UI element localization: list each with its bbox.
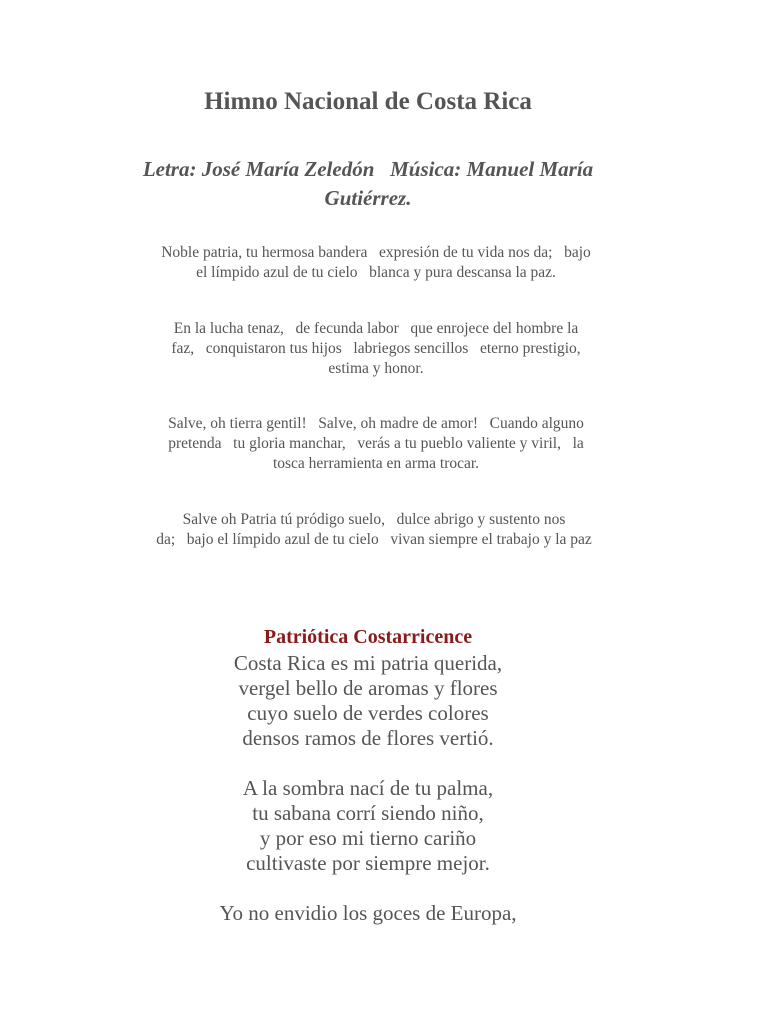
poem-stanza-2: [118, 776, 618, 876]
stanza-line: el límpido azul de tu cielo blanca y pura descansa la paz.: [196, 264, 556, 281]
hymn-stanza-1: [100, 243, 652, 283]
poem-line: A la sombra nací de tu palma,: [242, 776, 494, 800]
stanza-line: estima y honor.: [328, 360, 424, 377]
authors-credit: [112, 155, 624, 213]
poem-line: vergel bello de aromas y flores: [238, 676, 498, 700]
patriotica-title: Patriótica Costarricence: [263, 626, 473, 648]
poem-line: tu sabana corrí siendo niño,: [252, 801, 484, 825]
poem-stanza-1: [118, 651, 618, 751]
hymn-stanza-2: [100, 319, 652, 379]
hymn-stanza-3: [100, 414, 652, 474]
stanza-line: Salve, oh tierra gentil! Salve, oh madre de amor! Cuando alguno: [168, 415, 584, 432]
poem-line: Costa Rica es mi patria querida,: [233, 651, 503, 675]
poem-line: y por eso mi tierno cariño: [259, 826, 477, 850]
poem-line: densos ramos de flores vertió.: [242, 726, 494, 750]
stanza-line: Salve oh Patria tú pródigo suelo, dulce abrigo y sustento nos: [182, 511, 566, 528]
stanza-line: faz, conquistaron tus hijos labriegos sencillos eterno prestigio,: [171, 340, 581, 357]
authors-line-2: Gutiérrez.: [324, 186, 412, 210]
poem-line: cultivaste por siempre mejor.: [246, 851, 490, 875]
stanza-line: Noble patria, tu hermosa bandera expresión de tu vida nos da; bajo: [161, 244, 591, 261]
authors-line-1: Letra: José María Zeledón Música: Manuel María: [142, 157, 594, 181]
poem-line: Yo no envidio los goces de Europa,: [219, 901, 517, 925]
poem-stanza-3: [118, 901, 618, 926]
document-title: Himno Nacional de Costa Rica: [204, 88, 532, 115]
poem-line: cuyo suelo de verdes colores: [247, 701, 489, 725]
stanza-line: da; bajo el límpido azul de tu cielo vivan siempre el trabajo y la paz: [156, 531, 592, 548]
hymn-stanza-4: [90, 510, 658, 550]
stanza-line: tosca herramienta en arma trocar.: [272, 455, 480, 472]
stanza-line: En la lucha tenaz, de fecunda labor que enrojece del hombre la: [173, 320, 579, 337]
stanza-line: pretenda tu gloria manchar, verás a tu pueblo valiente y viril, la: [168, 435, 584, 452]
